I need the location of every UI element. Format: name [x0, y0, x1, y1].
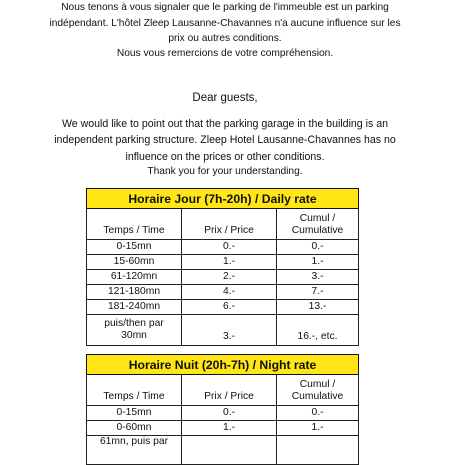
daily-cumul-cell: 3.-	[277, 270, 359, 285]
night-header-cumulative: Cumul / Cumulative	[277, 375, 359, 406]
table-row	[87, 270, 359, 285]
daily-cumul-cell: 7.-	[277, 285, 359, 300]
night-price-cell: 1.-	[182, 421, 277, 436]
notice-english-paragraph: We would like to point out that the parking garage in the building is an independent parking structure. Zleep Hotel Lausanne-Chavannes has no influence on the prices or other conditions.	[54, 118, 396, 163]
table-row	[87, 300, 359, 315]
daily-price-cell: 4.-	[182, 285, 277, 300]
table-row	[87, 285, 359, 300]
daily-price-cell: 2.-	[182, 270, 277, 285]
table-row	[87, 406, 359, 421]
daily-cumul-cell: 1.-	[277, 255, 359, 270]
daily-price-cell: 6.-	[182, 300, 277, 315]
table-row	[87, 240, 359, 255]
daily-price-cell: 1.-	[182, 255, 277, 270]
night-cumul-cell	[277, 436, 359, 465]
night-cumul-cell: 1.-	[277, 421, 359, 436]
daily-price-cell: 3.-	[182, 315, 277, 346]
daily-time-cell: puis/then par 30mn	[87, 315, 182, 346]
notice-english-thanks: Thank you for your understanding.	[147, 166, 303, 177]
night-rate-title: Horaire Nuit (20h-7h) / Night rate	[87, 355, 359, 375]
night-price-cell: 0.-	[182, 406, 277, 421]
daily-cumul-cell: 13.-	[277, 300, 359, 315]
notice-french-paragraph: Nous tenons à vous signaler que le parking de l'immeuble est un parking indépendant. L'hôtel Zleep Lausanne-Chavannes n'a aucune influence sur les prix ou autres conditions.	[49, 2, 401, 45]
daily-price-cell: 0.-	[182, 240, 277, 255]
table-row	[87, 421, 359, 436]
daily-time-cell: 181-240mn	[87, 300, 182, 315]
night-header-price: Prix / Price	[182, 375, 277, 406]
daily-time-cell: 15-60mn	[87, 255, 182, 270]
night-price-cell	[182, 436, 277, 465]
night-time-cell: 0-60mn	[87, 421, 182, 436]
daily-rate-table	[86, 188, 359, 346]
daily-time-cell: 61-120mn	[87, 270, 182, 285]
table-row	[87, 255, 359, 270]
english-greeting: Dear guests,	[192, 92, 258, 104]
daily-header-cumulative: Cumul / Cumulative	[277, 209, 359, 240]
daily-time-cell: 121-180mn	[87, 285, 182, 300]
daily-cumul-cell: 16.-, etc.	[277, 315, 359, 346]
night-cumul-cell: 0.-	[277, 406, 359, 421]
table-row	[87, 315, 359, 346]
daily-header-time: Temps / Time	[87, 209, 182, 240]
table-row	[87, 436, 359, 465]
daily-rate-title: Horaire Jour (7h-20h) / Daily rate	[87, 189, 359, 209]
night-time-cell: 0-15mn	[87, 406, 182, 421]
daily-cumul-cell: 0.-	[277, 240, 359, 255]
notice-french-thanks: Nous vous remercions de votre compréhension.	[116, 48, 334, 59]
night-header-time: Temps / Time	[87, 375, 182, 406]
daily-time-cell: 0-15mn	[87, 240, 182, 255]
night-time-cell: 61mn, puis par	[87, 436, 182, 465]
night-rate-table	[86, 354, 359, 465]
daily-header-price: Prix / Price	[182, 209, 277, 240]
